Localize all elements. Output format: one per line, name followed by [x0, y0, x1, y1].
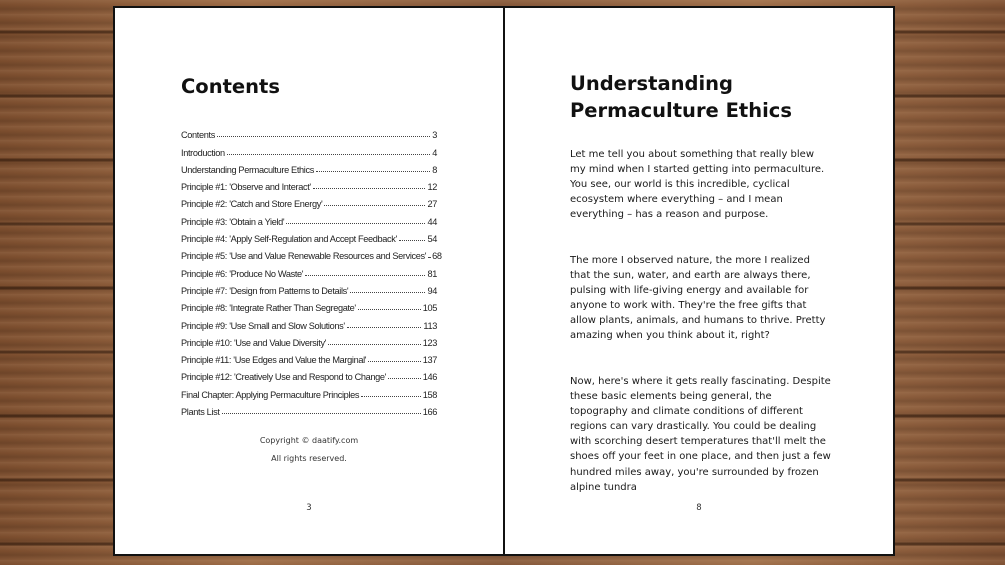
toc-dot-leader: [368, 361, 421, 362]
left-book-page: [113, 6, 505, 556]
toc-entry-title: Final Chapter: Applying Permaculture Principles: [181, 389, 360, 400]
toc-entry-page: 12: [427, 182, 437, 193]
toc-entry: [181, 209, 437, 226]
toc-entry-page: 54: [427, 234, 437, 245]
toc-dot-leader: [222, 413, 421, 414]
toc-entry-page: 27: [427, 199, 437, 210]
toc-entry-page: 123: [422, 337, 437, 348]
toc-entry-page: 94: [427, 285, 437, 296]
toc-dot-leader: [328, 344, 421, 345]
table-of-contents: [181, 123, 442, 418]
toc-entry-page: 158: [422, 389, 437, 400]
toc-dot-leader: [399, 240, 426, 241]
toc-entry-page: 3: [432, 130, 437, 141]
toc-entry-page: 137: [422, 355, 437, 366]
toc-entry: [181, 400, 437, 417]
toc-dot-leader: [313, 188, 426, 189]
toc-entry: [181, 348, 437, 365]
toc-dot-leader: [305, 275, 425, 276]
toc-entry-page: 68: [432, 251, 442, 262]
toc-entry: [181, 175, 437, 192]
right-page-number: 8: [696, 503, 702, 513]
toc-dot-leader: [388, 378, 421, 379]
contents-heading: Contents: [181, 75, 280, 98]
toc-entry: [181, 123, 437, 140]
toc-dot-leader: [358, 309, 421, 310]
toc-entry: [181, 261, 437, 278]
toc-dot-leader: [428, 257, 430, 258]
right-book-page: [503, 6, 895, 556]
copyright-notice: Copyright © daatify.com: [259, 436, 359, 445]
toc-entry-title: Understanding Permaculture Ethics: [181, 164, 314, 175]
toc-entry: [181, 192, 437, 209]
toc-entry: [181, 244, 442, 262]
toc-entry-title: Principle #12: 'Creatively Use and Respond to Change': [181, 372, 387, 383]
toc-entry: [181, 279, 437, 296]
left-page-number: 3: [306, 503, 312, 513]
toc-entry-page: 166: [422, 407, 437, 418]
toc-entry-title: Introduction: [181, 147, 225, 158]
toc-entry-title: Principle #8: 'Integrate Rather Than Segregate': [181, 303, 356, 314]
toc-entry: [181, 158, 437, 175]
rights-notice: All rights reserved.: [271, 454, 347, 463]
toc-entry-title: Principle #9: 'Use Small and Slow Solutions': [181, 320, 345, 331]
body-paragraph-2: The more I observed nature, the more I realized that the sun, water, and earth are always there, pulsing with life-giving energy and available for anyone to work with. They're the free gifts that allow plants, animals, and humans to thrive. Pretty amazing when you think about it, right?: [570, 255, 826, 342]
toc-entry: [181, 313, 437, 330]
toc-dot-leader: [316, 171, 430, 172]
toc-entry: [181, 227, 437, 244]
toc-entry: [181, 365, 437, 382]
toc-entry-title: Principle #3: 'Obtain a Yield': [181, 216, 285, 227]
toc-dot-leader: [217, 136, 430, 137]
toc-entry-title: Principle #7: 'Design from Patterns to Details': [181, 285, 349, 296]
toc-entry-title: Principle #10: 'Use and Value Diversity': [181, 337, 327, 348]
toc-entry-page: 105: [422, 303, 437, 314]
toc-entry: [181, 296, 437, 313]
toc-entry-title: Principle #2: 'Catch and Store Energy': [181, 199, 323, 210]
toc-entry-title: Contents: [181, 130, 215, 141]
toc-entry-title: Plants List: [181, 407, 220, 418]
toc-dot-leader: [324, 205, 425, 206]
body-paragraph-1: Let me tell you about something that really blew my mind when I started getting into permaculture. You see, our world is this incredible, cyclical ecosystem where everything – and I mean everything – has a reason and purpose.: [570, 149, 825, 221]
toc-entry-page: 8: [432, 164, 437, 175]
toc-entry-title: Principle #1: 'Observe and Interact': [181, 182, 311, 193]
toc-entry-page: 4: [432, 147, 437, 158]
toc-entry: [181, 382, 437, 399]
toc-entry-title: Principle #5: 'Use and Value Renewable Resources and Services': [181, 251, 427, 262]
toc-dot-leader: [347, 327, 422, 328]
toc-entry-page: 113: [423, 320, 437, 331]
toc-entry-title: Principle #4: 'Apply Self-Regulation and Accept Feedback': [181, 234, 397, 245]
toc-entry: [181, 331, 437, 348]
toc-entry-page: 81: [427, 268, 437, 279]
toc-dot-leader: [286, 223, 425, 224]
toc-dot-leader: [227, 154, 430, 155]
toc-dot-leader: [361, 396, 421, 397]
toc-entry-page: 44: [427, 216, 437, 227]
body-paragraph-3: Now, here's where it gets really fascinating. Despite these basic elements being general, the topography and climate conditions of different regions can vary drastically. You could be dealing with scorching desert temperatures that'll melt the shoes off your feet in one place, and then just a few hundred miles away, you're surrounded by frozen alpine tundra: [570, 376, 831, 493]
toc-entry-title: Principle #11: 'Use Edges and Value the Marginal': [181, 355, 367, 366]
toc-entry-title: Principle #6: 'Produce No Waste': [181, 268, 304, 279]
chapter-title: Understanding Permaculture Ethics: [570, 72, 792, 122]
toc-dot-leader: [350, 292, 425, 293]
toc-entry: [181, 140, 437, 157]
toc-entry-page: 146: [422, 372, 437, 383]
